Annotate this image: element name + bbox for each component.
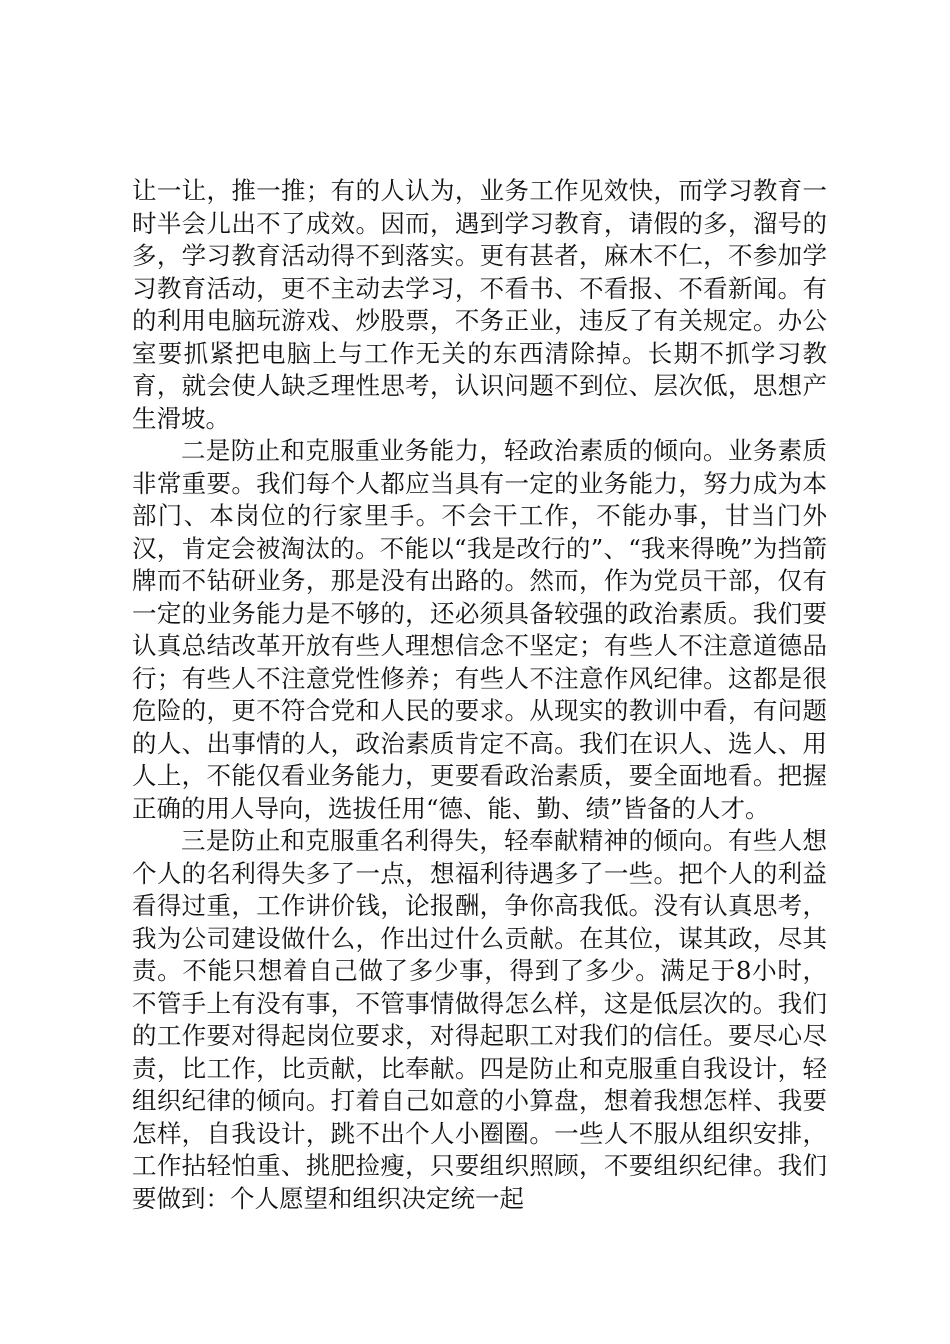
paragraph-2: 二是防止和克服重业务能力，轻政治素质的倾向。业务素质非常重要。我们每个人都应当具有一定的业务能力，努力成为本部门、本岗位的行家里手。不会干工作，不能办事，甘当门外汉，肯定会被淘汰的。不能以“我是改行的”、“我来得晚”为挡箭牌而不钻研业务，那是没有出路的。然而，作为党员干部，仅有一定的业务能力是不够的，还必须具备较强的政治素质。我们要认真总结改革开放有些人理想信念不坚定；有些人不注意道德品行；有些人不注意党性修养；有些人不注意作风纪律。这都是很危险的，更不符合党和人民的要求。从现实的教训中看，有问题的人、出事情的人，政治素质肯定不高。我们在识人、选人、用人上，不能仅看业务能力，更要看政治素质，要全面地看。把握正确的用人导向，选拔任用“德、能、勤、绩”皆备的人才。 (132, 436, 827, 823)
document-body (132, 175, 827, 1215)
paragraph-3: 三是防止和克服重名利得失，轻奉献精神的倾向。有些人想个人的名利得失多了一点，想福利待遇多了一些。把个人的利益看得过重，工作讲价钱，论报酬，争你高我低。没有认真思考，我为公司建设做什么，作出过什么贡献。在其位，谋其政，尽其责。不能只想着自己做了多少事，得到了多少。满足于8小时，不管手上有没有事，不管事情做得怎么样，这是低层次的。我们的工作要对得起岗位要求，对得起职工对我们的信任。要尽心尽责，比工作，比贡献，比奉献。四是防止和克服重自我设计，轻组织纪律的倾向。打着自己如意的小算盘，想着我想怎样、我要怎样，自我设计，跳不出个人小圈圈。一些人不服从组织安排，工作拈轻怕重、挑肥捡瘦，只要组织照顾，不要组织纪律。我们要做到：个人愿望和组织决定统一起 (132, 826, 827, 1213)
paragraph-1: 让一让，推一推；有的人认为，业务工作见效快，而学习教育一时半会儿出不了成效。因而，遇到学习教育，请假的多，溜号的多，学习教育活动得不到落实。更有甚者，麻木不仁，不参加学习教育活动，更不主动去学习，不看书、不看报、不看新闻。有的利用电脑玩游戏、炒股票，不务正业，违反了有关规定。办公室要抓紧把电脑上与工作无关的东西清除掉。长期不抓学习教育，就会使人缺乏理性思考，认识问题不到位、层次低，思想产生滑坡。 (132, 176, 827, 433)
